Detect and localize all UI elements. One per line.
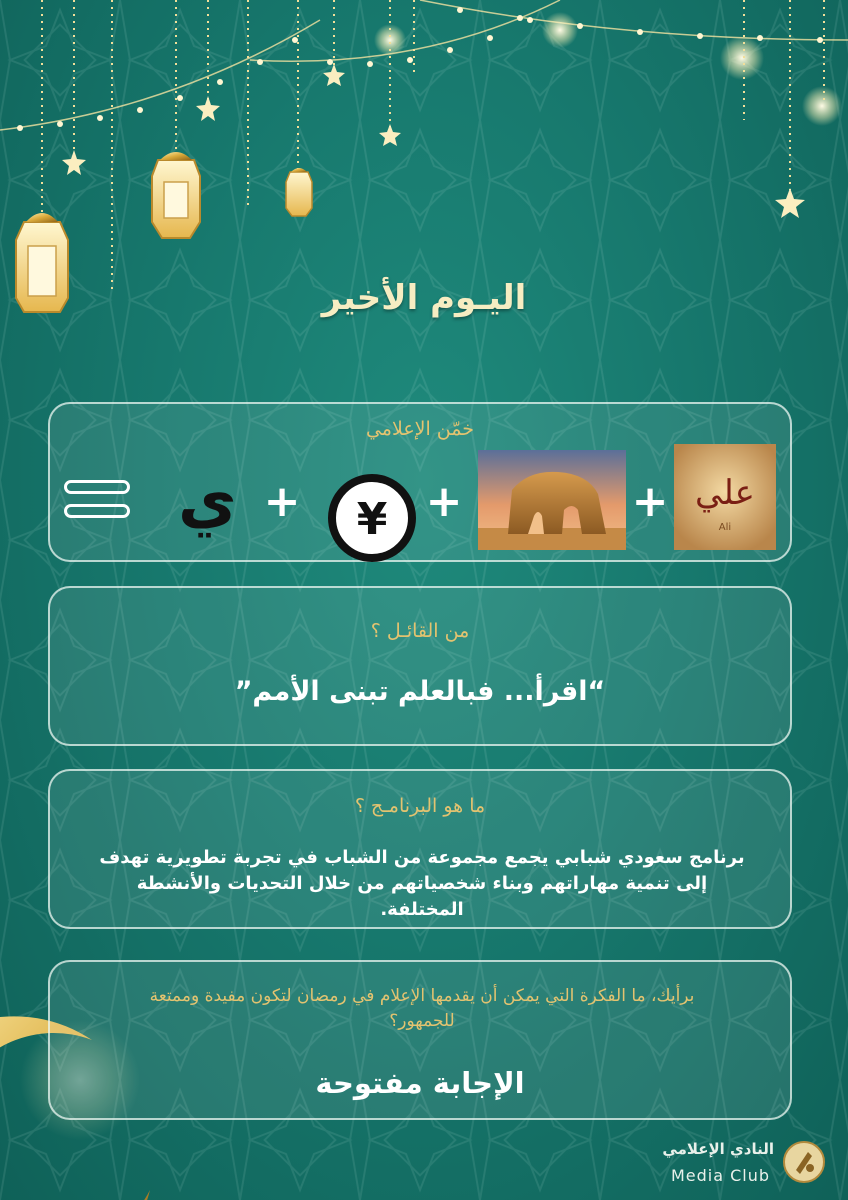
equals-sign-top	[64, 480, 130, 494]
guess-puzzle-card	[48, 402, 792, 562]
plus-sign: +	[263, 476, 301, 527]
club-logo-icon	[782, 1140, 826, 1184]
program-label: ما هو البرنامـج ؟	[354, 795, 486, 817]
svg-text:Ali: Ali	[718, 522, 732, 533]
equals-sign-bottom	[64, 504, 130, 518]
name-calligraphy-image	[674, 444, 776, 550]
club-name-en: Media Club	[670, 1166, 770, 1185]
quote-label: من القائـل ؟	[370, 620, 470, 642]
club-name-ar: النادي الإعلامي	[662, 1140, 774, 1158]
puzzle-label: خمّن الإعلامي	[365, 418, 475, 440]
open-answer: الإجابة مفتوحة	[315, 1066, 525, 1100]
plus-sign: +	[631, 476, 669, 527]
svg-text:علي: علي	[695, 473, 755, 513]
page-title: اليـوم الأخير	[321, 278, 527, 318]
quote-card	[48, 586, 792, 746]
letter-ya: ي	[178, 464, 237, 538]
program-card	[48, 769, 792, 929]
opinion-question: برأيك، ما الفكرة التي يمكن أن يقدمها الإعلام في رمضان لتكون مفيدة وممتعة للجمهور؟	[149, 986, 695, 1031]
puzzle-equation	[50, 446, 790, 556]
elephant-rock-image	[478, 450, 626, 550]
program-description: برنامج سعودي شبابي يجمع مجموعة من الشباب في تجربة تطويرية تهدف إلى تنمية مهاراتهم وبناء شخصياتهم من خلال التحديات والأنشطة المختلفة.	[99, 847, 745, 920]
yen-coin-icon	[328, 474, 416, 562]
svg-text:¥: ¥	[356, 494, 388, 545]
opinion-card	[48, 960, 792, 1120]
quote-text: “اقرأ... فبالعلم تبنى الأمم”	[234, 676, 606, 707]
plus-sign: +	[425, 476, 463, 527]
